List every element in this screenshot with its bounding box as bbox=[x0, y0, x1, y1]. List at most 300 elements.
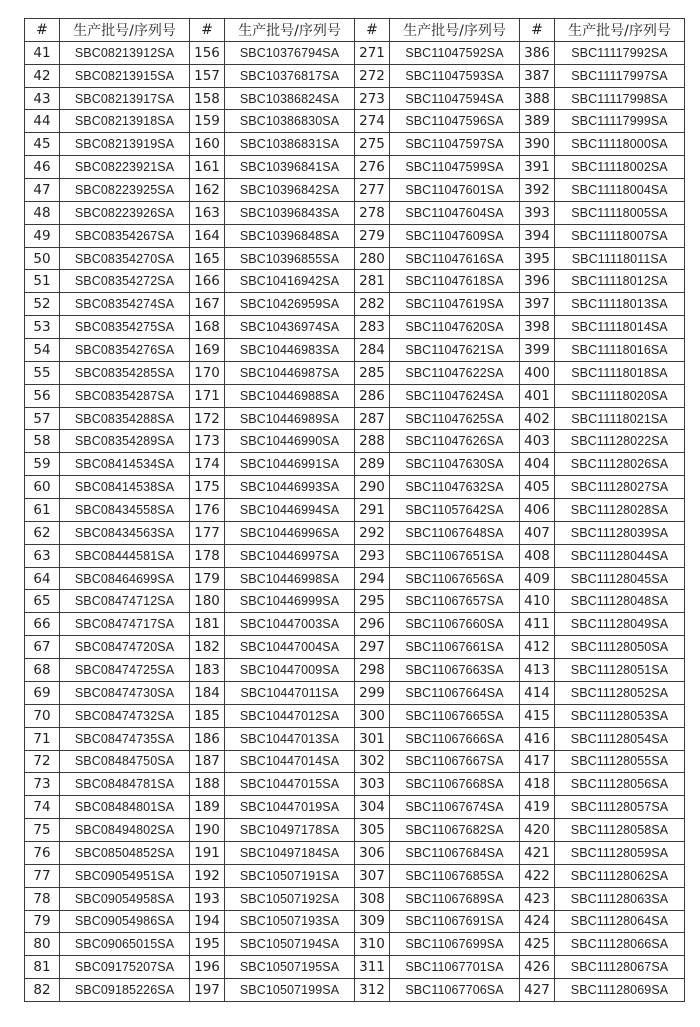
row-index-cell: 271 bbox=[355, 41, 390, 64]
row-index-cell: 80 bbox=[25, 933, 60, 956]
row-index-cell: 192 bbox=[190, 864, 225, 887]
serial-number-cell: SBC11128067SA bbox=[555, 956, 685, 979]
row-index-cell: 295 bbox=[355, 590, 390, 613]
table-row bbox=[25, 156, 685, 179]
row-index-cell: 62 bbox=[25, 521, 60, 544]
row-index-cell: 306 bbox=[355, 841, 390, 864]
row-index-cell: 403 bbox=[520, 430, 555, 453]
table-row bbox=[25, 727, 685, 750]
serial-number-cell: SBC11128051SA bbox=[555, 659, 685, 682]
row-index-cell: 281 bbox=[355, 270, 390, 293]
row-index-cell: 410 bbox=[520, 590, 555, 613]
row-index-cell: 44 bbox=[25, 110, 60, 133]
row-index-cell: 191 bbox=[190, 841, 225, 864]
table-row bbox=[25, 384, 685, 407]
table-row bbox=[25, 681, 685, 704]
serial-number-cell: SBC10416942SA bbox=[225, 270, 355, 293]
serial-number-cell: SBC11128069SA bbox=[555, 979, 685, 1002]
serial-number-cell: SBC08354276SA bbox=[60, 339, 190, 362]
serial-number-cell: SBC08354275SA bbox=[60, 316, 190, 339]
row-index-cell: 184 bbox=[190, 681, 225, 704]
row-index-cell: 405 bbox=[520, 476, 555, 499]
serial-number-cell: SBC11117998SA bbox=[555, 87, 685, 110]
table-row bbox=[25, 613, 685, 636]
row-index-cell: 196 bbox=[190, 956, 225, 979]
row-index-cell: 415 bbox=[520, 704, 555, 727]
row-index-cell: 411 bbox=[520, 613, 555, 636]
row-index-cell: 409 bbox=[520, 567, 555, 590]
row-index-cell: 284 bbox=[355, 339, 390, 362]
row-index-cell: 197 bbox=[190, 979, 225, 1002]
row-index-cell: 406 bbox=[520, 499, 555, 522]
row-index-cell: 160 bbox=[190, 133, 225, 156]
table-header-row bbox=[25, 19, 685, 42]
serial-number-cell: SBC11118000SA bbox=[555, 133, 685, 156]
row-index-cell: 81 bbox=[25, 956, 60, 979]
row-index-cell: 311 bbox=[355, 956, 390, 979]
row-index-cell: 55 bbox=[25, 361, 60, 384]
row-index-cell: 63 bbox=[25, 544, 60, 567]
serial-number-cell: SBC11118013SA bbox=[555, 293, 685, 316]
serial-number-cell: SBC11128022SA bbox=[555, 430, 685, 453]
table-row bbox=[25, 293, 685, 316]
row-index-cell: 424 bbox=[520, 910, 555, 933]
row-index-cell: 274 bbox=[355, 110, 390, 133]
row-index-cell: 163 bbox=[190, 201, 225, 224]
row-index-cell: 52 bbox=[25, 293, 60, 316]
row-index-cell: 287 bbox=[355, 407, 390, 430]
serial-number-cell: SBC08354274SA bbox=[60, 293, 190, 316]
table-row bbox=[25, 521, 685, 544]
row-index-cell: 412 bbox=[520, 636, 555, 659]
row-index-cell: 51 bbox=[25, 270, 60, 293]
table-row bbox=[25, 87, 685, 110]
serial-number-cell: SBC11118011SA bbox=[555, 247, 685, 270]
row-index-cell: 396 bbox=[520, 270, 555, 293]
table-row bbox=[25, 796, 685, 819]
serial-number-cell: SBC09065015SA bbox=[60, 933, 190, 956]
row-index-cell: 289 bbox=[355, 453, 390, 476]
row-index-cell: 56 bbox=[25, 384, 60, 407]
row-index-cell: 423 bbox=[520, 887, 555, 910]
row-index-cell: 54 bbox=[25, 339, 60, 362]
row-index-cell: 172 bbox=[190, 407, 225, 430]
serial-number-cell: SBC11118018SA bbox=[555, 361, 685, 384]
row-index-cell: 387 bbox=[520, 64, 555, 87]
serial-number-cell: SBC08223925SA bbox=[60, 179, 190, 202]
serial-number-cell: SBC10507191SA bbox=[225, 864, 355, 887]
serial-number-cell: SBC08414538SA bbox=[60, 476, 190, 499]
table-row bbox=[25, 430, 685, 453]
row-index-cell: 165 bbox=[190, 247, 225, 270]
row-index-cell: 61 bbox=[25, 499, 60, 522]
row-index-cell: 407 bbox=[520, 521, 555, 544]
serial-number-cell: SBC11128064SA bbox=[555, 910, 685, 933]
serial-number-cell: SBC08213917SA bbox=[60, 87, 190, 110]
serial-number-cell: SBC08213919SA bbox=[60, 133, 190, 156]
serial-number-cell: SBC11118004SA bbox=[555, 179, 685, 202]
table-row bbox=[25, 499, 685, 522]
serial-number-cell: SBC11047609SA bbox=[390, 224, 520, 247]
serial-number-cell: SBC11117992SA bbox=[555, 41, 685, 64]
row-index-cell: 394 bbox=[520, 224, 555, 247]
row-index-cell: 67 bbox=[25, 636, 60, 659]
serial-number-cell: SBC11067648SA bbox=[390, 521, 520, 544]
serial-number-cell: SBC11128039SA bbox=[555, 521, 685, 544]
serial-number-cell: SBC10446988SA bbox=[225, 384, 355, 407]
serial-number-cell: SBC08354288SA bbox=[60, 407, 190, 430]
table-row bbox=[25, 201, 685, 224]
column-header-index: # bbox=[190, 19, 225, 42]
serial-number-cell: SBC08354285SA bbox=[60, 361, 190, 384]
row-index-cell: 65 bbox=[25, 590, 60, 613]
row-index-cell: 72 bbox=[25, 750, 60, 773]
row-index-cell: 301 bbox=[355, 727, 390, 750]
serial-number-cell: SBC09054958SA bbox=[60, 887, 190, 910]
serial-number-cell: SBC08354270SA bbox=[60, 247, 190, 270]
row-index-cell: 169 bbox=[190, 339, 225, 362]
row-index-cell: 294 bbox=[355, 567, 390, 590]
serial-number-cell: SBC10447004SA bbox=[225, 636, 355, 659]
serial-number-cell: SBC11128066SA bbox=[555, 933, 685, 956]
table-row bbox=[25, 453, 685, 476]
serial-number-cell: SBC10396842SA bbox=[225, 179, 355, 202]
row-index-cell: 388 bbox=[520, 87, 555, 110]
row-index-cell: 194 bbox=[190, 910, 225, 933]
serial-number-cell: SBC11067691SA bbox=[390, 910, 520, 933]
serial-number-cell: SBC08414534SA bbox=[60, 453, 190, 476]
row-index-cell: 290 bbox=[355, 476, 390, 499]
row-index-cell: 74 bbox=[25, 796, 60, 819]
row-index-cell: 49 bbox=[25, 224, 60, 247]
row-index-cell: 187 bbox=[190, 750, 225, 773]
serial-number-cell: SBC08494802SA bbox=[60, 819, 190, 842]
serial-number-cell: SBC11047620SA bbox=[390, 316, 520, 339]
serial-number-cell: SBC11067667SA bbox=[390, 750, 520, 773]
column-header-serial: 生产批号/序列号 bbox=[390, 19, 520, 42]
serial-number-table bbox=[24, 18, 685, 1002]
serial-number-cell: SBC11047619SA bbox=[390, 293, 520, 316]
serial-number-cell: SBC10447019SA bbox=[225, 796, 355, 819]
serial-number-cell: SBC11128045SA bbox=[555, 567, 685, 590]
row-index-cell: 171 bbox=[190, 384, 225, 407]
row-index-cell: 282 bbox=[355, 293, 390, 316]
serial-number-cell: SBC10507193SA bbox=[225, 910, 355, 933]
row-index-cell: 307 bbox=[355, 864, 390, 887]
serial-number-cell: SBC11128053SA bbox=[555, 704, 685, 727]
serial-number-cell: SBC11047622SA bbox=[390, 361, 520, 384]
serial-number-cell: SBC11047625SA bbox=[390, 407, 520, 430]
serial-number-cell: SBC11057642SA bbox=[390, 499, 520, 522]
serial-number-cell: SBC08474725SA bbox=[60, 659, 190, 682]
row-index-cell: 60 bbox=[25, 476, 60, 499]
row-index-cell: 312 bbox=[355, 979, 390, 1002]
serial-number-cell: SBC10396848SA bbox=[225, 224, 355, 247]
row-index-cell: 309 bbox=[355, 910, 390, 933]
serial-number-cell: SBC08464699SA bbox=[60, 567, 190, 590]
row-index-cell: 161 bbox=[190, 156, 225, 179]
row-index-cell: 399 bbox=[520, 339, 555, 362]
row-index-cell: 391 bbox=[520, 156, 555, 179]
table-row bbox=[25, 819, 685, 842]
serial-number-cell: SBC11047616SA bbox=[390, 247, 520, 270]
row-index-cell: 275 bbox=[355, 133, 390, 156]
row-index-cell: 413 bbox=[520, 659, 555, 682]
row-index-cell: 66 bbox=[25, 613, 60, 636]
serial-number-cell: SBC10446996SA bbox=[225, 521, 355, 544]
serial-number-cell: SBC11118020SA bbox=[555, 384, 685, 407]
serial-number-cell: SBC10447011SA bbox=[225, 681, 355, 704]
row-index-cell: 41 bbox=[25, 41, 60, 64]
serial-number-cell: SBC11067660SA bbox=[390, 613, 520, 636]
table-row bbox=[25, 773, 685, 796]
serial-number-cell: SBC11047599SA bbox=[390, 156, 520, 179]
serial-number-cell: SBC08213912SA bbox=[60, 41, 190, 64]
serial-number-cell: SBC10507192SA bbox=[225, 887, 355, 910]
serial-number-cell: SBC11047621SA bbox=[390, 339, 520, 362]
serial-number-cell: SBC08354289SA bbox=[60, 430, 190, 453]
row-index-cell: 158 bbox=[190, 87, 225, 110]
serial-number-cell: SBC11117999SA bbox=[555, 110, 685, 133]
serial-number-cell: SBC08444581SA bbox=[60, 544, 190, 567]
row-index-cell: 400 bbox=[520, 361, 555, 384]
row-index-cell: 190 bbox=[190, 819, 225, 842]
serial-number-cell: SBC10426959SA bbox=[225, 293, 355, 316]
column-header-serial: 生产批号/序列号 bbox=[60, 19, 190, 42]
row-index-cell: 45 bbox=[25, 133, 60, 156]
table-row bbox=[25, 247, 685, 270]
serial-number-cell: SBC10447015SA bbox=[225, 773, 355, 796]
serial-number-cell: SBC10447012SA bbox=[225, 704, 355, 727]
serial-number-cell: SBC11067699SA bbox=[390, 933, 520, 956]
row-index-cell: 167 bbox=[190, 293, 225, 316]
row-index-cell: 166 bbox=[190, 270, 225, 293]
row-index-cell: 168 bbox=[190, 316, 225, 339]
row-index-cell: 300 bbox=[355, 704, 390, 727]
row-index-cell: 182 bbox=[190, 636, 225, 659]
table-row bbox=[25, 979, 685, 1002]
serial-number-cell: SBC11067668SA bbox=[390, 773, 520, 796]
row-index-cell: 288 bbox=[355, 430, 390, 453]
serial-number-cell: SBC09175207SA bbox=[60, 956, 190, 979]
table-row bbox=[25, 704, 685, 727]
table-row bbox=[25, 41, 685, 64]
row-index-cell: 156 bbox=[190, 41, 225, 64]
row-index-cell: 392 bbox=[520, 179, 555, 202]
row-index-cell: 82 bbox=[25, 979, 60, 1002]
table-row bbox=[25, 956, 685, 979]
column-header-serial: 生产批号/序列号 bbox=[225, 19, 355, 42]
row-index-cell: 302 bbox=[355, 750, 390, 773]
serial-number-cell: SBC08474732SA bbox=[60, 704, 190, 727]
row-index-cell: 398 bbox=[520, 316, 555, 339]
row-index-cell: 48 bbox=[25, 201, 60, 224]
table-row bbox=[25, 636, 685, 659]
serial-number-cell: SBC10446983SA bbox=[225, 339, 355, 362]
serial-number-cell: SBC08474720SA bbox=[60, 636, 190, 659]
serial-number-cell: SBC11128052SA bbox=[555, 681, 685, 704]
table-row bbox=[25, 864, 685, 887]
serial-number-cell: SBC10447013SA bbox=[225, 727, 355, 750]
serial-number-cell: SBC11047597SA bbox=[390, 133, 520, 156]
serial-number-cell: SBC11128055SA bbox=[555, 750, 685, 773]
serial-number-cell: SBC08354267SA bbox=[60, 224, 190, 247]
serial-number-cell: SBC08484801SA bbox=[60, 796, 190, 819]
row-index-cell: 178 bbox=[190, 544, 225, 567]
serial-number-cell: SBC11067682SA bbox=[390, 819, 520, 842]
serial-number-cell: SBC11118021SA bbox=[555, 407, 685, 430]
serial-number-cell: SBC11067663SA bbox=[390, 659, 520, 682]
serial-number-cell: SBC08504852SA bbox=[60, 841, 190, 864]
row-index-cell: 297 bbox=[355, 636, 390, 659]
row-index-cell: 408 bbox=[520, 544, 555, 567]
row-index-cell: 188 bbox=[190, 773, 225, 796]
row-index-cell: 78 bbox=[25, 887, 60, 910]
table-row bbox=[25, 476, 685, 499]
serial-number-cell: SBC10497178SA bbox=[225, 819, 355, 842]
serial-number-cell: SBC11128059SA bbox=[555, 841, 685, 864]
table-body bbox=[25, 41, 685, 1001]
row-index-cell: 395 bbox=[520, 247, 555, 270]
serial-number-cell: SBC10447009SA bbox=[225, 659, 355, 682]
row-index-cell: 425 bbox=[520, 933, 555, 956]
serial-number-cell: SBC11128049SA bbox=[555, 613, 685, 636]
row-index-cell: 390 bbox=[520, 133, 555, 156]
row-index-cell: 299 bbox=[355, 681, 390, 704]
serial-number-cell: SBC11067689SA bbox=[390, 887, 520, 910]
table-row bbox=[25, 910, 685, 933]
table-row bbox=[25, 179, 685, 202]
row-index-cell: 64 bbox=[25, 567, 60, 590]
table-row bbox=[25, 750, 685, 773]
serial-number-cell: SBC11067661SA bbox=[390, 636, 520, 659]
row-index-cell: 277 bbox=[355, 179, 390, 202]
row-index-cell: 419 bbox=[520, 796, 555, 819]
row-index-cell: 159 bbox=[190, 110, 225, 133]
row-index-cell: 401 bbox=[520, 384, 555, 407]
serial-number-cell: SBC10446989SA bbox=[225, 407, 355, 430]
row-index-cell: 292 bbox=[355, 521, 390, 544]
serial-number-cell: SBC11128054SA bbox=[555, 727, 685, 750]
row-index-cell: 402 bbox=[520, 407, 555, 430]
row-index-cell: 176 bbox=[190, 499, 225, 522]
serial-number-cell: SBC11128057SA bbox=[555, 796, 685, 819]
serial-number-cell: SBC11047601SA bbox=[390, 179, 520, 202]
serial-number-cell: SBC10446998SA bbox=[225, 567, 355, 590]
serial-number-cell: SBC11128044SA bbox=[555, 544, 685, 567]
table-row bbox=[25, 133, 685, 156]
serial-number-cell: SBC11067674SA bbox=[390, 796, 520, 819]
row-index-cell: 304 bbox=[355, 796, 390, 819]
serial-number-cell: SBC10446999SA bbox=[225, 590, 355, 613]
row-index-cell: 193 bbox=[190, 887, 225, 910]
row-index-cell: 46 bbox=[25, 156, 60, 179]
serial-number-cell: SBC08354287SA bbox=[60, 384, 190, 407]
serial-number-cell: SBC10446997SA bbox=[225, 544, 355, 567]
serial-number-cell: SBC10386831SA bbox=[225, 133, 355, 156]
table-row bbox=[25, 316, 685, 339]
row-index-cell: 272 bbox=[355, 64, 390, 87]
row-index-cell: 303 bbox=[355, 773, 390, 796]
serial-number-cell: SBC11067706SA bbox=[390, 979, 520, 1002]
row-index-cell: 69 bbox=[25, 681, 60, 704]
serial-number-cell: SBC08223921SA bbox=[60, 156, 190, 179]
serial-number-cell: SBC08474712SA bbox=[60, 590, 190, 613]
row-index-cell: 310 bbox=[355, 933, 390, 956]
row-index-cell: 386 bbox=[520, 41, 555, 64]
serial-number-cell: SBC10446987SA bbox=[225, 361, 355, 384]
row-index-cell: 68 bbox=[25, 659, 60, 682]
serial-number-cell: SBC08354272SA bbox=[60, 270, 190, 293]
serial-number-cell: SBC11047630SA bbox=[390, 453, 520, 476]
row-index-cell: 75 bbox=[25, 819, 60, 842]
row-index-cell: 273 bbox=[355, 87, 390, 110]
serial-number-cell: SBC08484750SA bbox=[60, 750, 190, 773]
serial-number-cell: SBC10497184SA bbox=[225, 841, 355, 864]
serial-number-cell: SBC08213915SA bbox=[60, 64, 190, 87]
serial-number-cell: SBC10386830SA bbox=[225, 110, 355, 133]
serial-number-cell: SBC11128028SA bbox=[555, 499, 685, 522]
row-index-cell: 57 bbox=[25, 407, 60, 430]
row-index-cell: 79 bbox=[25, 910, 60, 933]
row-index-cell: 296 bbox=[355, 613, 390, 636]
serial-number-cell: SBC11047592SA bbox=[390, 41, 520, 64]
row-index-cell: 308 bbox=[355, 887, 390, 910]
serial-number-cell: SBC11047624SA bbox=[390, 384, 520, 407]
table-row bbox=[25, 224, 685, 247]
serial-number-cell: SBC11067664SA bbox=[390, 681, 520, 704]
table-row bbox=[25, 64, 685, 87]
serial-number-cell: SBC11067656SA bbox=[390, 567, 520, 590]
serial-number-cell: SBC10507195SA bbox=[225, 956, 355, 979]
table-row bbox=[25, 544, 685, 567]
serial-number-cell: SBC10376794SA bbox=[225, 41, 355, 64]
serial-number-cell: SBC11067665SA bbox=[390, 704, 520, 727]
serial-number-cell: SBC11118016SA bbox=[555, 339, 685, 362]
row-index-cell: 59 bbox=[25, 453, 60, 476]
document-page bbox=[24, 18, 684, 1002]
row-index-cell: 47 bbox=[25, 179, 60, 202]
serial-number-cell: SBC10446991SA bbox=[225, 453, 355, 476]
serial-number-cell: SBC09054951SA bbox=[60, 864, 190, 887]
row-index-cell: 58 bbox=[25, 430, 60, 453]
serial-number-cell: SBC10446993SA bbox=[225, 476, 355, 499]
table-row bbox=[25, 407, 685, 430]
serial-number-cell: SBC09054986SA bbox=[60, 910, 190, 933]
row-index-cell: 421 bbox=[520, 841, 555, 864]
serial-number-cell: SBC11128056SA bbox=[555, 773, 685, 796]
row-index-cell: 185 bbox=[190, 704, 225, 727]
table-row bbox=[25, 659, 685, 682]
serial-number-cell: SBC11047626SA bbox=[390, 430, 520, 453]
row-index-cell: 422 bbox=[520, 864, 555, 887]
serial-number-cell: SBC11067657SA bbox=[390, 590, 520, 613]
row-index-cell: 305 bbox=[355, 819, 390, 842]
serial-number-cell: SBC08223926SA bbox=[60, 201, 190, 224]
serial-number-cell: SBC08474735SA bbox=[60, 727, 190, 750]
row-index-cell: 393 bbox=[520, 201, 555, 224]
serial-number-cell: SBC11067651SA bbox=[390, 544, 520, 567]
row-index-cell: 173 bbox=[190, 430, 225, 453]
row-index-cell: 278 bbox=[355, 201, 390, 224]
table-row bbox=[25, 339, 685, 362]
serial-number-cell: SBC10386824SA bbox=[225, 87, 355, 110]
row-index-cell: 53 bbox=[25, 316, 60, 339]
row-index-cell: 276 bbox=[355, 156, 390, 179]
table-row bbox=[25, 590, 685, 613]
row-index-cell: 298 bbox=[355, 659, 390, 682]
row-index-cell: 416 bbox=[520, 727, 555, 750]
